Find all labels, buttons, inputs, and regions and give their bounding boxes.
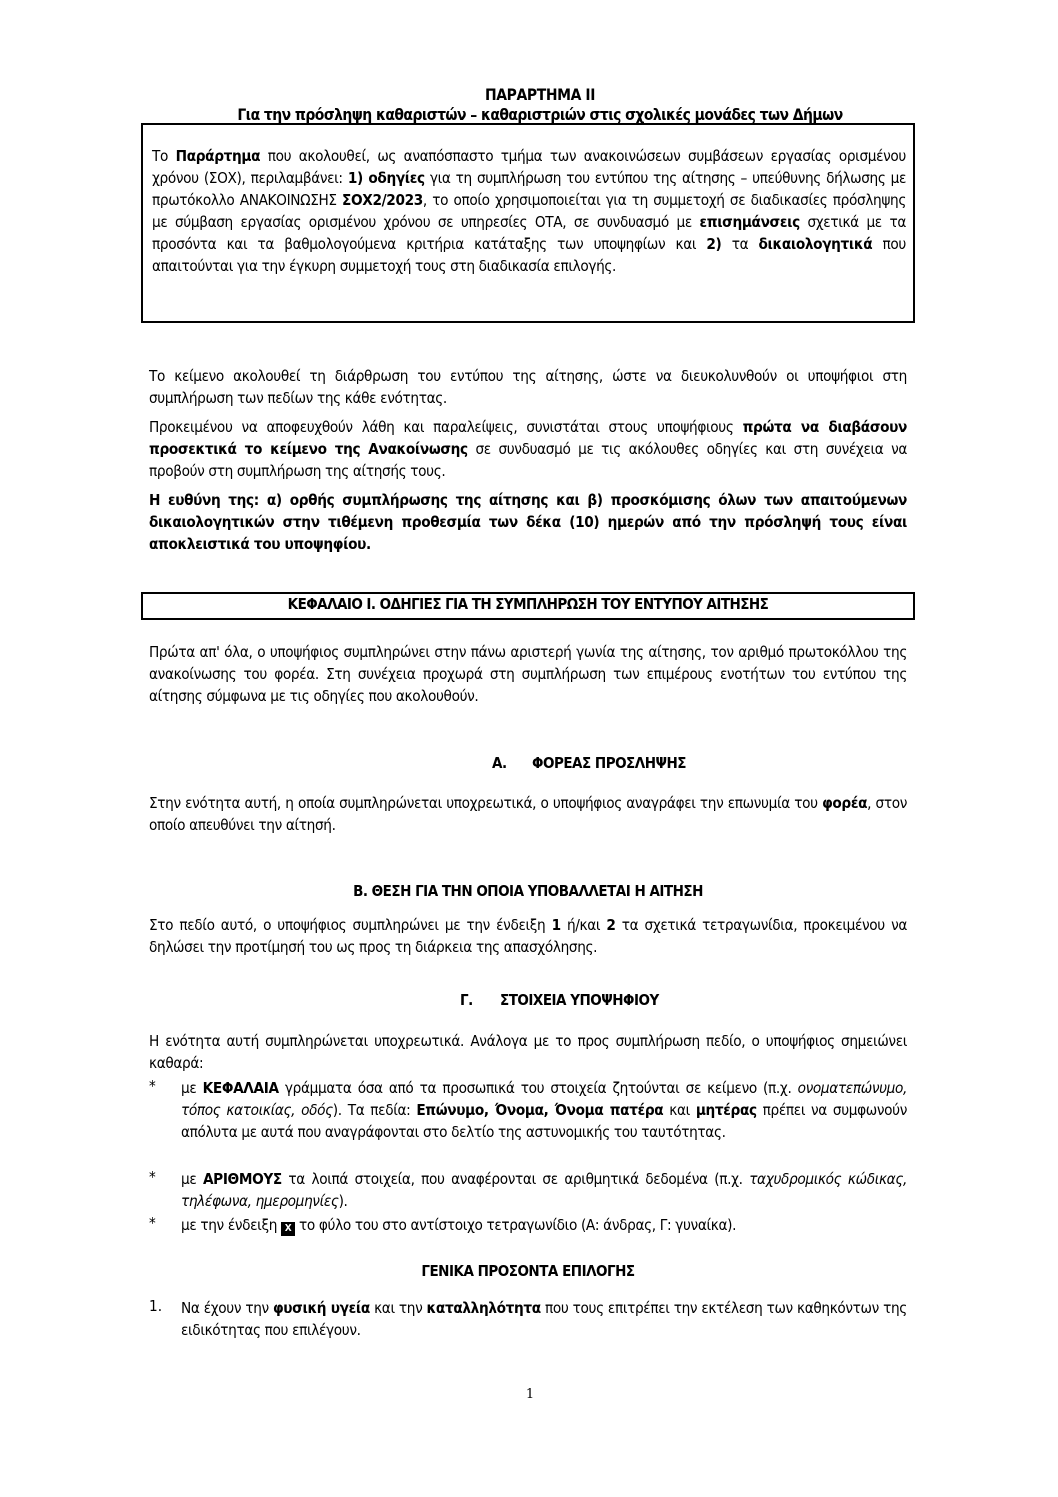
item-number: 1. bbox=[149, 1297, 163, 1315]
annex-subtitle: Για την πρόσληψη καθαριστών – καθαριστριών στις σχολικές μονάδες των Δήμων bbox=[237, 106, 843, 124]
bullet-marker: * bbox=[149, 1168, 156, 1186]
bullet-marker: * bbox=[149, 1214, 156, 1232]
text-run: με bbox=[181, 1170, 203, 1188]
text-run: πρέπει να συμφωνούν απόλυτα με αυτά που αναγράφονται στο δελτίο της αστυνομικής του ταυτότητας. bbox=[181, 1101, 907, 1141]
text-run: που απαιτούνται για την έγκυρη συμμετοχή τους στη διαδικασία επιλογής. bbox=[152, 235, 906, 275]
bold-run: Παράρτημα bbox=[175, 147, 261, 165]
text-run: γράμματα όσα από τα προσωπικά του στοιχεία ζητούνται σε κείμενο (π.χ. bbox=[278, 1079, 798, 1097]
text-run: Να έχουν την bbox=[181, 1299, 273, 1317]
bullet-text bbox=[181, 1214, 907, 1236]
text-run: τα bbox=[721, 235, 759, 253]
bold-run: ΑΡΙΘΜΟΥΣ bbox=[202, 1170, 282, 1188]
item-text bbox=[181, 1297, 907, 1341]
text-run: σε συνδυασμό με τις ακόλουθες οδηγίες και στη συνέχεια να προβούν στη συμπλήρωση της αίτησής τους. bbox=[149, 440, 908, 480]
bold-run: επισημάνσεις bbox=[699, 213, 800, 231]
text-run: και την bbox=[369, 1299, 427, 1317]
chapter-intro: Πρώτα απ' όλα, ο υποψήφιος συμπληρώνει στην πάνω αριστερή γωνία της αίτησης, τον αριθμό πρωτοκόλλου της ανακοίνωσης του φορέα. Στη συνέχεια προχωρά στη συμπλήρωση των επιμέρους ενοτήτων του εντύπου της αίτησης σύμφωνα με τις οδηγίες που ακολουθούν. bbox=[149, 643, 907, 705]
text-run: με την ένδειξη bbox=[181, 1216, 282, 1234]
bold-run: 2) bbox=[706, 235, 722, 253]
text-run: Στο πεδίο αυτό, ο υποψήφιος συμπληρώνει με την ένδειξη bbox=[149, 916, 552, 934]
page-number: 1 bbox=[525, 1387, 535, 1402]
text-run: και bbox=[663, 1101, 696, 1119]
bold-run: ΚΕΦΑΛΑΙΑ bbox=[202, 1079, 279, 1097]
bold-run: μητέρας bbox=[695, 1101, 757, 1119]
section-a-title: ΦΟΡΕΑΣ ΠΡΟΣΛΗΨΗΣ bbox=[532, 754, 687, 772]
intro-box-text bbox=[152, 145, 906, 277]
section-c-letter: Γ. bbox=[460, 991, 473, 1009]
text-run: το φύλο του στο αντίστοιχο τετραγωνίδιο (Α: άνδρας, Γ: γυναίκα). bbox=[295, 1216, 737, 1234]
bold-run: 1) οδηγίες bbox=[347, 169, 425, 187]
bold-run: ΣΟΧ2/2023 bbox=[342, 191, 423, 209]
chapter-title: ΚΕΦΑΛΑΙΟ Ι. ΟΔΗΓΙΕΣ ΓΙΑ ΤΗ ΣΥΜΠΛΗΡΩΣΗ ΤΟΥ ΕΝΤΥΠΟΥ ΑΙΤΗΣΗΣ bbox=[287, 595, 769, 613]
text-run: τα σχετικά τετραγωνίδια, προκειμένου να δηλώσει την προτίμησή του ως προς τη διάρκεια της απασχόλησης. bbox=[149, 916, 908, 956]
text-run: τα λοιπά στοιχεία, που αναφέρονται σε αριθμητικά δεδομένα (π.χ. bbox=[281, 1170, 750, 1188]
general-qualifications-title: ΓΕΝΙΚΑ ΠΡΟΣΟΝΤΑ ΕΠΙΛΟΓΗΣ bbox=[421, 1262, 635, 1280]
annex-title: ΠΑΡΑΡΤΗΜΑ ΙΙ bbox=[485, 86, 595, 104]
text-run: Στην ενότητα αυτή, η οποία συμπληρώνεται υποχρεωτικά, ο υποψήφιος αναγράφει την επωνυμία του bbox=[149, 794, 823, 812]
section-a-letter: Α. bbox=[492, 754, 507, 772]
checked-box-icon: X bbox=[281, 1222, 295, 1236]
text-run: , στον οποίο απευθύνει την αίτησή. bbox=[149, 794, 908, 834]
text-run: ). Τα πεδία: bbox=[332, 1101, 417, 1119]
text-run: που ακολουθεί, ως αναπόσπαστο τμήμα των ανακοινώσεων συμβάσεων εργασίας ορισμένου χρόνου (ΣΟΧ), περιλαμβάνει: bbox=[152, 147, 906, 187]
section-b-text bbox=[149, 914, 907, 958]
bold-run: καταλληλότητα bbox=[426, 1299, 541, 1317]
bullet-text bbox=[181, 1077, 907, 1143]
bold-run: 2 bbox=[606, 916, 616, 934]
section-c-intro: Η ενότητα αυτή συμπληρώνεται υποχρεωτικά. Ανάλογα με το προς συμπλήρωση πεδίο, ο υποψήφιος σημειώνει καθαρά: bbox=[149, 1032, 907, 1072]
bullet-text bbox=[181, 1168, 907, 1212]
section-c-title: ΣΤΟΙΧΕΙΑ ΥΠΟΨΗΦΙΟΥ bbox=[500, 991, 659, 1009]
paragraph-structure: Το κείμενο ακολουθεί τη διάρθρωση του εντύπου της αίτησης, ώστε να διευκολυνθούν οι υποψήφιοι στη συμπλήρωση των πεδίων της κάθε ενότητας. bbox=[149, 367, 907, 407]
bold-run: δικαιολογητικά bbox=[758, 235, 873, 253]
bold-run: Επώνυμο, Όνομα, Όνομα πατέρα bbox=[416, 1101, 664, 1119]
text-run: με bbox=[181, 1079, 203, 1097]
text-run: σχετικά με τα προσόντα και τα βαθμολογούμενα κριτήρια κατάταξης των υποψηφίων και bbox=[152, 213, 907, 253]
italic-run: ταχυδρομικός κώδικας, τηλέφωνα, ημερομηνίες bbox=[181, 1170, 907, 1210]
text-run: Το bbox=[152, 147, 176, 165]
bullet-marker: * bbox=[149, 1077, 156, 1095]
bold-run: πρώτα να διαβάσουν προσεκτικά το κείμενο της Ανακοίνωσης bbox=[149, 418, 908, 458]
bold-run: φορέα bbox=[822, 794, 868, 812]
text-run: ). bbox=[338, 1192, 348, 1210]
paragraph-advice bbox=[149, 416, 907, 482]
text-run: που τους επιτρέπει την εκτέλεση των καθηκόντων της ειδικότητας που επιλέγουν. bbox=[181, 1299, 907, 1339]
text-run: για τη συμπλήρωση του εντύπου της αίτησης – υπεύθυνης δήλωσης με πρωτόκολλο ΑΝΑΚΟΙΝΩΣΗΣ bbox=[152, 169, 906, 209]
section-a-text bbox=[149, 792, 907, 836]
text-run: , το οποίο χρησιμοποιείται για τη συμμετοχή σε διαδικασίες πρόσληψης με σύμβαση εργασίας ορισμένου χρόνου σε υπηρεσίες ΟΤΑ, σε συνδυασμό με bbox=[152, 191, 906, 231]
section-b-title: Β. ΘΕΣΗ ΓΙΑ ΤΗΝ ΟΠΟΙΑ ΥΠΟΒΑΛΛΕΤΑΙ Η ΑΙΤΗΣΗ bbox=[353, 882, 703, 900]
text-run: Προκειμένου να αποφευχθούν λάθη και παραλείψεις, συνιστάται στους υποψήφιους bbox=[149, 418, 743, 436]
bold-run: φυσική υγεία bbox=[272, 1299, 370, 1317]
italic-run: ονοματεπώνυμο, τόπος κατοικίας, οδός bbox=[181, 1079, 907, 1119]
text-run: ή/και bbox=[560, 916, 607, 934]
paragraph-responsibility: Η ευθύνη της: α) ορθής συμπλήρωσης της αίτησης και β) προσκόμισης όλων των απαιτούμενων δικαιολογητικών στην τιθέμενη προθεσμία των δέκα (10) ημερών από την πρόσληψή τους είναι αποκλειστικά του υποψηφίου. bbox=[149, 491, 907, 553]
bold-run: 1 bbox=[551, 916, 561, 934]
